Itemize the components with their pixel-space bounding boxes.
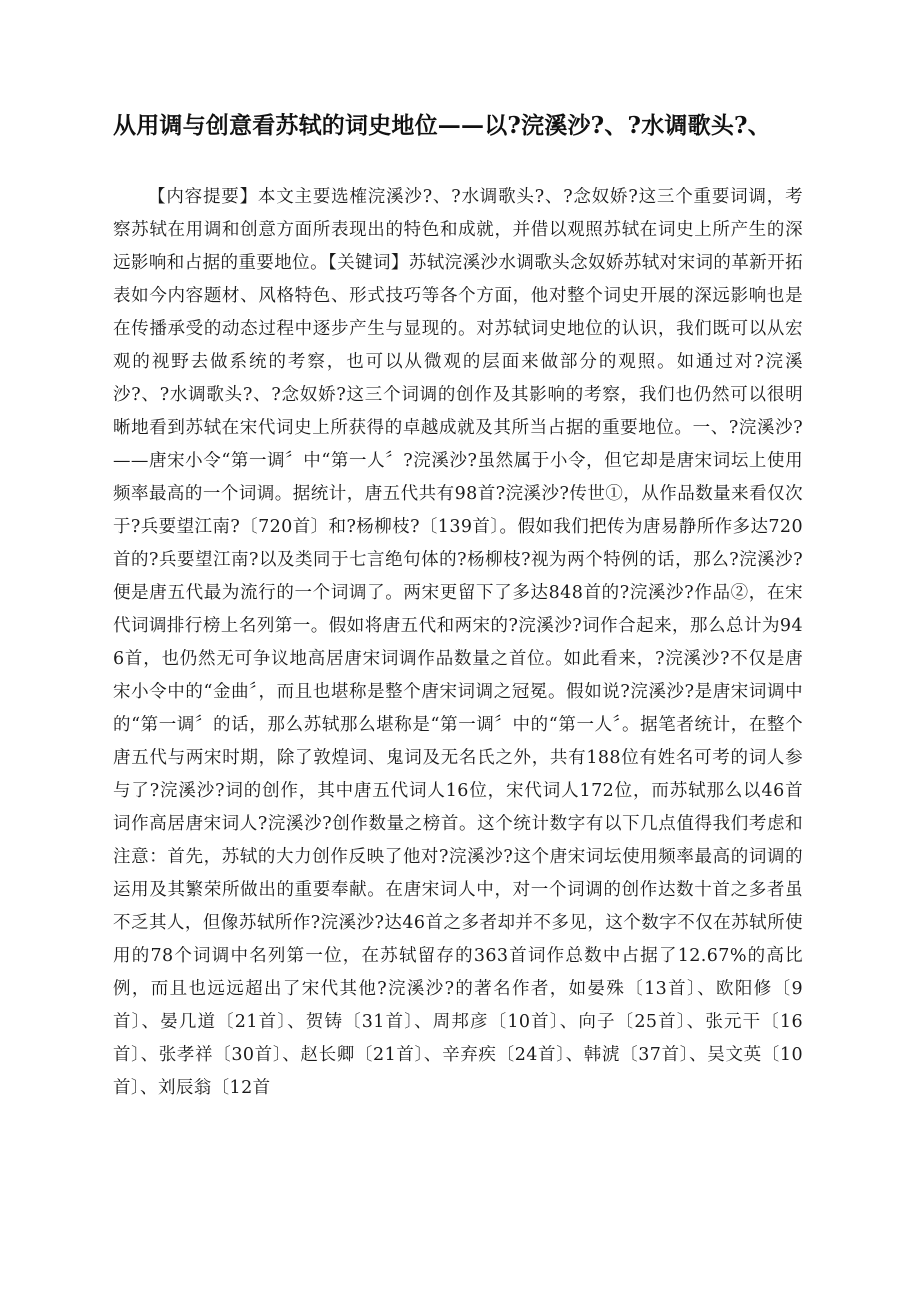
document-body-paragraph: 【内容提要】本文主要选榷浣溪沙?、?水调歌头?、?念奴娇?这三个重要词调，考察苏轼在用调和创意方面所表现出的特色和成就，并借以观照苏轼在词史上所产生的深远影响和占据的重要地位。【关键词】苏轼浣溪沙水调歌头念奴娇苏轼对宋词的革新开拓表如今内容题材、风格特色、形式技巧等各个方面，他对整个词史开展的深远影响也是在传播承受的动态过程中逐步产生与显现的。对苏轼词史地位的认识，我们既可以从宏观的视野去做系统的考察，也可以从微观的层面来做部分的观照。如通过对?浣溪沙?、?水调歌头?、?念奴娇?这三个词调的创作及其影响的考察，我们也仍然可以很明晰地看到苏轼在宋代词史上所获得的卓越成就及其所当占据的重要地位。一、?浣溪沙?——唐宋小令“第一调〞中“第一人〞?浣溪沙?虽然属于小令，但它却是唐宋词坛上使用频率最高的一个词调。据统计，唐五代共有98首?浣溪沙?传世①，从作品数量来看仅次于?兵要望江南?〔720首〕和?杨柳枝?〔139首〕。假如我们把传为唐易静所作多达720首的?兵要望江南?以及类同于七言绝句体的?杨柳枝?视为两个特例的话，那么?浣溪沙?便是唐五代最为流行的一个词调了。两宋更留下了多达848首的?浣溪沙?作品②，在宋代词调排行榜上名列第一。假如将唐五代和两宋的?浣溪沙?词作合起来，那么总计为946首，也仍然无可争议地高居唐宋词调作品数量之首位。如此看来，?浣溪沙?不仅是唐宋小令中的“金曲〞，而且也堪称是整个唐宋词调之冠冕。假如说?浣溪沙?是唐宋词调中的“第一调〞的话，那么苏轼那么堪称是“第一调〞中的“第一人〞。据笔者统计，在整个唐五代与两宋时期，除了敦煌词、鬼词及无名氏之外，共有188位有姓名可考的词人参与了?浣溪沙?词的创作，其中唐五代词人16位，宋代词人172位，而苏轼那么以46首词作高居唐宋词人?浣溪沙?创作数量之榜首。这个统计数字有以下几点值得我们考虑和注意：首先，苏轼的大力创作反映了他对?浣溪沙?这个唐宋词坛使用频率最高的词调的运用及其繁荣所做出的重要奉献。在唐宋词人中，对一个词调的创作达数十首之多者虽不乏其人，但像苏轼所作?浣溪沙?达46首之多者却并不多见，这个数字不仅在苏轼所使用的78个词调中名列第一位，在苏轼留存的363首词作总数中占据了12.67%的高比例，而且也远远超出了宋代其他?浣溪沙?的著名作者，如晏殊〔13首〕、欧阳修〔9首〕、晏几道〔21首〕、贺铸〔31首〕、周邦彦〔10首〕、向子〔25首〕、张元干〔16首〕、张孝祥〔30首〕、赵长卿〔21首〕、辛弃疾〔24首〕、韩淲〔37首〕、吴文英〔10首〕、刘辰翁〔12首	[113, 187, 803, 1098]
document-title: 从用调与创意看苏轼的词史地位——以?浣溪沙?、?水调歌头?、	[113, 112, 771, 139]
